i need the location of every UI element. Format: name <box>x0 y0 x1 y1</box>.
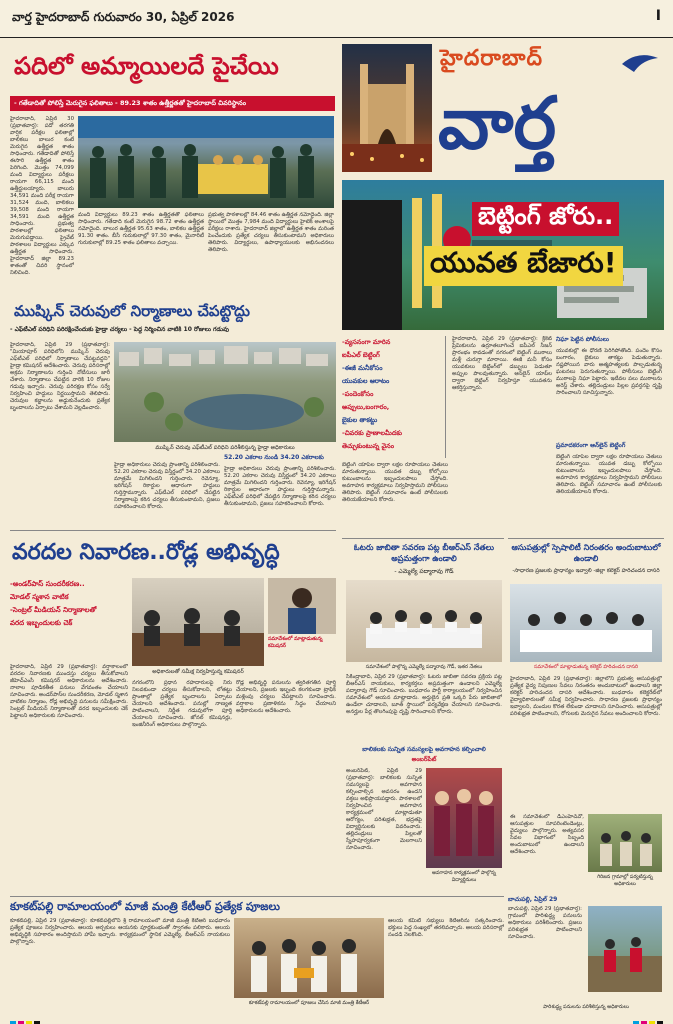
pullquote-line: తెచ్చుకుంటున్న వైనం <box>342 442 395 450</box>
story9-photo <box>588 906 662 992</box>
story9-body: బాచుపల్లి, ఏప్రిల్ 29 (ప్రభాతవార్త): గ్రామంలో పారిశుద్ధ్య పనులను అధికారులు పరిశీలించారు. ప్రజలు పరిశుభ్రత పాటించాలని సూచించారు. <box>508 906 582 940</box>
story6-photo-caption: అధికారులతో సమీక్ష నిర్వహిస్తున్న కమిషనర్ <box>152 669 244 675</box>
story3-pullquote <box>342 336 446 458</box>
pullquote-line: యువకుల ఆరాటం <box>342 377 390 385</box>
story2-body2: హైడ్రా అధికారులు చెరువు ప్రాంతాన్ని పరిశీలించారు. 52.20 ఎకరాల చెరువు విస్తీర్ణంలో 34.20 ఎకరాలు మాత్రమే మిగిలిందని గుర్తించారు. రెవెన్యూ, ఇరిగేషన్ రికార్డుల ఆధారంగా హద్దులు గుర్తిస్తామన్నారు. ఎఫ్‌టీఎల్ పరిధిలో చేపట్టిన నిర్మాణాలపై కఠిన చర్యలు తీసుకుంటామని, ప్రజలు సహకరించాలని కోరారు. <box>114 462 220 510</box>
kicker-story2: - ఎఫ్‌టీఎల్ పరిధిని పరిరక్షించేందుకు హైడ్రా చర్యలు - పెద్ద నిర్మించిన వాటికి 10 రోజులు గడువు <box>10 326 230 333</box>
headline-story5: ఆసుపత్రుల్లో స్పెషాలిటీ నిరంతరం అందుబాటులో ఉండాలి <box>511 543 661 563</box>
village-visit-image <box>588 814 662 872</box>
story7-photo-caption: కూకట్‌పల్లి రామాలయంలో పూజలు చేసిన మాజీ మంత్రి కేటీఆర్ <box>248 1000 370 1006</box>
story5-inset-photo <box>588 814 662 872</box>
headline-story4: ఓటరు జాబితా సవరణ పట్ల బీఆర్ఎస్ నేతలు అప్రమత్తంగా ఉండాలి <box>353 543 495 563</box>
story3-photo <box>342 180 664 330</box>
story3-body-c2: బెట్టింగ్ యాప్‌ల ద్వారా లక్షల రూపాయలు చేతులు మారుతున్నాయి. యువత డబ్బు కోల్పోయి కుటుంబాలను ఇబ్బందులపాలు చేస్తోంది. అవగాహన కార్యక్రమాలు నిర్వహిస్తామని పోలీసులు తెలిపారు. బెట్టింగ్ సమాచారం ఉంటే పోలీసులకు తెలియజేయాలని కోరారు. <box>342 462 448 503</box>
meeting-room-image <box>132 578 264 666</box>
masthead <box>342 44 664 174</box>
story1-body-a: హైదరాబాద్, ఏప్రిల్ 30 (ప్రభాతవార్త): పదో తరగతి వార్షిక పరీక్షల ఫలితాల్లో బాలికలు బాలుర కంటే మెరుగైన ఉత్తీర్ణత శాతం సాధించారు. గతేడాదితో పోలిస్తే ఈసారి ఉత్తీర్ణత శాతం పెరిగింది. మొత్తం 74,099 మంది విద్యార్థులు పరీక్షలు రాయగా 66,115 మంది ఉత్తీర్ణులయ్యారు. బాలురు 34,591 మంది పరీక్ష రాయగా 31,524 మంది, బాలికలు 39,508 మంది రాయగా 34,591 మంది ఉత్తీర్ణత సాధించారు. ప్రభుత్వ పాఠశాలల్లో ఫలితాలు మెరుగుపడ్డాయి. ప్రైవేట్ పాఠశాలల విద్యార్థులు ఎక్కువ ఉత్తీర్ణత సాధించారు. హైదరాబాద్ జిల్లా 89.23 శాతంతో చివరి స్థానంలో నిలిచింది. <box>10 116 74 276</box>
story5-photo-caption: సమావేశంలో మాట్లాడుతున్న కలెక్టర్ హరిచందన దాసరి <box>534 664 638 670</box>
charminar-icon <box>342 44 432 172</box>
story2-subhead: 52.20 ఎకరాల నుండి 34.20 ఎకరాలకు <box>224 454 324 461</box>
story2-body2b: హైడ్రా అధికారులు చెరువు ప్రాంతాన్ని పరిశీలించారు. 52.20 ఎకరాల చెరువు విస్తీర్ణంలో 34.20 ఎకరాలు మాత్రమే మిగిలిందని గుర్తించారు. రెవెన్యూ, ఇరిగేషన్ రికార్డుల ఆధారంగా హద్దులు గుర్తిస్తామన్నారు. ఎఫ్‌టీఎల్ పరిధిలో చేపట్టిన నిర్మాణాలపై కఠిన చర్యలు తీసుకుంటామని, ప్రజలు సహకరించాలని కోరారు. <box>224 466 336 507</box>
official-portrait-image <box>268 578 336 634</box>
bird-logo-icon <box>620 50 660 74</box>
headline-story7: కూకట్‌పల్లి రామాలయంలో మాజీ మంత్రి కేటీఆర్ ప్రత్యేక పూజలు <box>10 900 280 913</box>
kicker-story5: -సాధారణ ప్రజలకు ప్రాధాన్యం ఇవ్వాలి -జిల్లా కలెక్టర్ హరిచందన దాసరి <box>512 568 660 574</box>
story6-side-photo <box>268 578 336 634</box>
party-meeting-image <box>346 580 502 662</box>
sanitation-work-image <box>588 906 662 992</box>
story6-body-b: నగరంలోని ప్రధాన రహదారులపై నీరు నిలవకుండా చర్యలు తీసుకోవాలని, లోతట్టు ప్రాంతాల్లో ప్రత్యేక బృందాలను ఏర్పాటు చేయాలని ఆదేశించారు. పనుల్లో నాణ్యత పాటించాలని, నిర్ణీత గడువులోగా పూర్తి చేయాలని సూచించారు. జోనల్ కమిషనర్లు, ఇంజినీరింగ్ అధికారులు పాల్గొన్నారు. <box>132 680 232 728</box>
pullquote-line: -పందెంకోసం <box>342 390 374 398</box>
registration-marks-icon <box>0 1019 673 1024</box>
story6-side-caption: సమావేశంలో మాట్లాడుతున్న కమిషనర్ <box>268 636 323 649</box>
story3-headline-a: బెట్టింగ్ జోరు.. <box>472 202 619 236</box>
story4-photo <box>346 580 502 662</box>
story2-body: హైదరాబాద్, ఏప్రిల్ 29 (ప్రభాతవార్త): "మియాపూర్ పరిధిలోని ముష్కిన్ చెరువు ఎఫ్‌టీఎల్ పరిధిలో నిర్మాణాలు చేపట్టవద్దని" హైడ్రా కమిషనర్ ఆదేశించారు. చెరువు పరిసరాల్లో అక్రమ నిర్మాణాలను గుర్తించి నోటీసులు జారీ చేశారు. నిర్మాణాలు చేపట్టిన వారికి 10 రోజుల గడువు ఇచ్చారు. చెరువు పరిరక్షణ కోసం సర్వే నిర్వహించి హద్దులు నిర్ణయిస్తామని తెలిపారు. చెరువుల కబ్జాలను అడ్డుకునేందుకు ప్రత్యేక బృందాలను ఏర్పాటు చేశామని వెల్లడించారు. <box>10 342 110 411</box>
story8-photo <box>426 768 502 868</box>
headline-story8: బాలికలకు సున్నిత సమస్యలపై అవగాహన కల్పించాలి <box>362 746 486 753</box>
story7-body2: ఆలయ కమిటీ సభ్యులు కేటీఆర్‌ను సత్కరించారు. భక్తులు పెద్ద సంఖ్యలో తరలివచ్చారు. ఆలయ పరిసరాల్లో సందడి నెలకొంది. <box>388 918 504 938</box>
story2-photo-caption: ముష్కిన్ చెరువు ఎఫ్‌టీఎల్ పరిధిని పరిశీలిస్తున్న హైడ్రా అధికారులు <box>155 445 295 451</box>
pullquote-line: బైకుల తాకట్టు <box>342 416 378 424</box>
story5-body-a: హైదరాబాద్, ఏప్రిల్ 29 (ప్రభాతవార్త): జిల్లాలోని ప్రభుత్వ ఆసుపత్రుల్లో ప్రత్యేక వైద్య నిపుణుల సేవలు నిరంతరం అందుబాటులో ఉండాలని జిల్లా కలెక్టర్ హరిచందన దాసరి ఆదేశించారు. బుధవారం కలెక్టరేట్‌లో వైద్యాధికారులతో సమీక్ష నిర్వహించారు. సాధారణ ప్రజలకు ప్రాధాన్యం ఇవ్వాలని, మందుల కొరత లేకుండా చూడాలని సూచించారు. ఆసుపత్రుల్లో పరిశుభ్రత పాటించాలని, రోగులకు మెరుగైన సేవలు అందించాలని కోరారు. <box>510 676 662 717</box>
kicker-story1: - గతేడాదితో పోలిస్తే మెరుగైన ఫలితాలు - 89.23 శాతం ఉత్తీర్ణతతో హైదరాబాద్ చివరిస్థానం <box>10 96 335 111</box>
pullquote-line: -ఈజీ మనీకోసం <box>342 364 383 372</box>
story5-inset-caption: గిరిజన గ్రామాల్లో పర్యటిస్తున్న అధికారులు <box>597 874 653 887</box>
dateline: వార్త హైదరాబాద్ గురువారం 30, ఏప్రిల్ 2026 <box>12 10 235 24</box>
kicker-story4: - ఎమ్మెల్యే పద్మారావు గౌడ్ <box>394 568 454 575</box>
story5-body-b: ఈ సమావేశంలో డీఎంహెచ్‌వో, ఆసుపత్రుల సూపరింటెండెంట్లు, వైద్యులు పాల్గొన్నారు. అత్యవసర సేవల విభాగంలో సిబ్బంది అందుబాటులో ఉండాలని ఆదేశించారు. <box>510 814 584 855</box>
story9-dateline: బాచుపల్లి, ఏప్రిల్ 29 <box>508 896 558 903</box>
pullquote-line: -చివరకు ప్రాణాలమీదకు <box>342 429 403 437</box>
story1-photo <box>78 116 334 208</box>
story3-headline-b: యువత బేజారు! <box>424 246 623 286</box>
story3-body-a: హైదరాబాద్, ఏప్రిల్ 29 (ప్రభాతవార్త): క్రికెట్ ప్రేమికులను ఉర్రూతలూగించే ఐపీఎల్ సీజన్ ప్రారంభం కావడంతో నగరంలో బెట్టింగ్ ముఠాలు మళ్లీ చురుగ్గా మారాయి. ఈజీ మనీ కోసం యువకులు బెట్టింగ్‌లో డబ్బులు పెడుతూ అప్పుల పాలవుతున్నారు. ఆన్‌లైన్ యాప్‌ల ద్వారా బెట్టింగ్ నిర్వహిస్తూ యువతను ఆకర్షిస్తున్నారు. <box>452 336 552 391</box>
top-bar <box>0 0 673 38</box>
aerial-lake-image <box>114 342 336 442</box>
page-number: I <box>655 8 661 24</box>
students-group-image <box>78 116 334 208</box>
charminar-photo <box>342 44 432 172</box>
story1-body-b: మంది విద్యార్థులు 89.23 శాతం ఉత్తీర్ణతతో ఫలితాలు సాధించారు. గతేడాది కంటే మెరుగైన 98.72 శాతం ఉత్తీర్ణత నమోదైంది. బాలుర ఉత్తీర్ణత 95.63 శాతం, బాలికల ఉత్తీర్ణత 91.30 శాతం. బీసీ గురుకులాల్లో 97.30 శాతం, మైనారిటీ గురుకులాల్లో 89.25 శాతం ఫలితాలు వచ్చాయి. <box>78 212 204 246</box>
story9-photo-caption: పారిశుద్ధ్య పనులను పరిశీలిస్తున్న అధికారులు <box>543 1004 629 1010</box>
masthead-city: హైదరాబాద్ <box>440 46 543 71</box>
pullquote-line: అప్పులు,బంగారం, <box>342 403 390 411</box>
temple-visit-image <box>234 918 384 998</box>
story7-body: కూకట్‌పల్లి, ఏప్రిల్ 29 (ప్రభాతవార్త): కూకట్‌పల్లిలోని శ్రీ రామాలయంలో మాజీ మంత్రి కేటీఆర్ బుధవారం ప్రత్యేక పూజలు నిర్వహించారు. ఆలయ అర్చకులు ఆయనకు పూర్ణకుంభంతో స్వాగతం పలికారు. ఆలయ అభివృద్ధికి సహకారం అందిస్తామని హామీ ఇచ్చారు. కార్యక్రమంలో స్థానిక ఎమ్మెల్యే, బీఆర్ఎస్ నాయకులు పాల్గొన్నారు. <box>10 918 230 945</box>
story6-body-a: హైదరాబాద్, ఏప్రిల్ 29 (ప్రభాతవార్త): వర్షాకాలంలో వరదల నివారణకు ముందస్తు చర్యలు తీసుకోవాలని జీహెచ్ఎంసీ కమిషనర్ అధికారులను ఆదేశించారు. నాలాల పూడికతీత పనులు వేగవంతం చేయాలని సూచించారు. అండర్‌పాస్‌ల సుందరీకరణ, మోడల్ స్మశాన వాటికల నిర్మాణం, రోడ్ల అభివృద్ధి పనులను సమీక్షించారు. సెంట్రల్ మీడియన్ నిర్మాణాలతో వరద ఇబ్బందులకు చెక్ పెట్టాలని అధికారులకు సూచించారు. <box>10 664 128 719</box>
story3-body-c: బెట్టింగ్ యాప్‌ల ద్వారా లక్షల రూపాయలు చేతులు మారుతున్నాయి. యువత డబ్బు కోల్పోయి కుటుంబాలను ఇబ్బందులపాలు చేస్తోంది. అవగాహన కార్యక్రమాలు నిర్వహిస్తామని పోలీసులు తెలిపారు. బెట్టింగ్ సమాచారం ఉంటే పోలీసులకు తెలియజేయాలని కోరారు. <box>556 454 662 495</box>
story6-photo <box>132 578 264 666</box>
kicker-story8: అంబర్‌పేట్ <box>411 756 437 763</box>
masthead-name: వార్త <box>438 81 557 165</box>
story6-body-c: రోడ్ల అభివృద్ధి పనులను త్వరితగతిన పూర్తి చేయాలని, ప్రజలకు ఇబ్బంది కలగకుండా ట్రాఫిక్ మళ్లింపు చర్యలు చేపట్టాలని సూచించారు. వర్షాకాల ప్రణాళికను సిద్ధం చేయాలని అధికారులను ఆదేశించారు. <box>236 680 336 714</box>
story5-photo <box>510 584 662 662</box>
story8-photo-caption: అవగాహన కార్యక్రమంలో పాల్గొన్న విద్యార్థినులు <box>431 870 497 883</box>
headline-story2: ముష్కిన్ చెరువులో నిర్మాణాలు చేపట్టొద్దు <box>14 302 250 320</box>
story2-photo <box>114 342 336 442</box>
kicker-story6: -అండర్‌పాస్ సుందరీకరణ.. మోడల్ స్మశాన వాటిక -సెంట్రల్ మీడియన్ నిర్మాణాలతో వరద ఇబ్బందులకు చెక్ <box>10 580 97 627</box>
headline-story6: వరదల నివారణ..రోడ్ల అభివృద్ధి <box>12 540 280 565</box>
pullquote-line: -వ్యసనంగా మారిన <box>342 338 391 346</box>
story7-photo <box>234 918 384 998</box>
story8-body: అంబర్‌పేట్, ఏప్రిల్ 29 (ప్రభాతవార్త): బాలికలకు సున్నిత సమస్యలపై అవగాహన కల్పించాల్సిన అవసరం ఉందని వక్తలు అభిప్రాయపడ్డారు. పాఠశాలలో నిర్వహించిన అవగాహన కార్యక్రమంలో మాట్లాడుతూ ఆరోగ్యం, పరిశుభ్రత, భద్రతపై విద్యార్థినులకు వివరించారు. తల్లిదండ్రులు పిల్లలతో స్నేహపూర్వకంగా మెలగాలని సూచించారు. <box>346 768 422 851</box>
headline-story1: పదిలో అమ్మాయిలదే పైచేయి <box>14 52 279 80</box>
students-image <box>426 768 502 868</box>
print-color-bar <box>0 1014 673 1024</box>
story3-subhead-c: ప్రమాదకరంగా ఆన్‌లైన్ బెట్టింగ్ <box>556 442 626 449</box>
story4-body: సికింద్రాబాద్, ఏప్రిల్ 29 (ప్రభాతవార్త): ఓటరు జాబితా సవరణ ప్రక్రియ పట్ల బీఆర్ఎస్ నాయకులు, కార్యకర్తలు అప్రమత్తంగా ఉండాలని ఎమ్మెల్యే పద్మారావు గౌడ్ సూచించారు. బుధవారం పార్టీ కార్యాలయంలో నిర్వహించిన సమావేశంలో ఆయన మాట్లాడారు. అర్హులైన ప్రతి ఒక్కరి పేరు జాబితాలో ఉండేలా చూడాలని, బూత్ స్థాయిలో పర్యవేక్షణ చేయాలని సూచించారు. అనర్హుల పేర్ల తొలగింపుపై దృష్టి సారించాలని కోరారు. <box>346 674 502 715</box>
story3-body-b: యువకుల్లో ఈ ధోరణి పెరిగిపోతోంది. పందెం కోసం బంగారం, బైకులు తాకట్టు పెడుతున్నారు. నష్టపోయిన వారు ఆత్మహత్యలకు పాల్పడుతున్న ఘటనలు పెరుగుతున్నాయి. పోలీసులు బెట్టింగ్ ముఠాలపై నిఘా పెట్టారు. ఇటీవల పలు ముఠాలను అరెస్ట్ చేశారు. తల్లిదండ్రులు పిల్లల ప్రవర్తనపై దృష్టి సారించాలని సూచిస్తున్నారు. <box>556 348 662 396</box>
story1-body-c: ప్రభుత్వ పాఠశాలల్లో 84.46 శాతం ఉత్తీర్ణత నమోదైంది. జిల్లా స్థాయిలో మొత్తం 7,984 మంది విద్యార్థులు హైటెక్ అంశాలపై పరీక్షలు రాశారు. హైదరాబాద్ జిల్లాలో ఉత్తీర్ణత శాతం మరింత పెంచేందుకు ప్రత్యేక చర్యలు తీసుకుంటామని అధికారులు తెలిపారు. విద్యార్థులు, ఉపాధ్యాయులకు అభినందనలు తెలిపారు. <box>208 212 334 253</box>
pullquote-line: ఐపీఎల్ బెట్టింగ్ <box>342 351 380 359</box>
story4-photo-caption: సమావేశంలో పాల్గొన్న ఎమ్మెల్యే పద్మారావు గౌడ్, ఇతర నేతలు <box>365 664 483 670</box>
hospital-meeting-image <box>510 584 662 662</box>
story3-subhead-b: నిఘా పెట్టిన పోలీసులు <box>556 336 609 343</box>
